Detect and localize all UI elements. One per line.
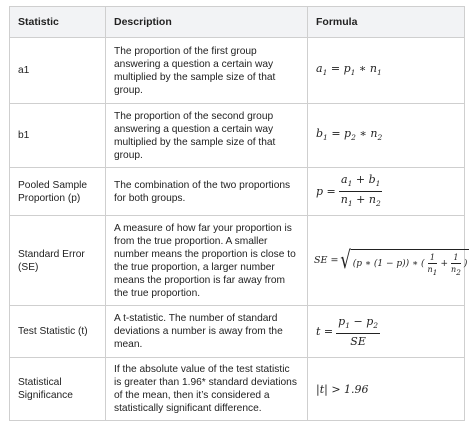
table-row xyxy=(10,357,464,420)
formula-cell xyxy=(308,216,468,305)
statistics-table xyxy=(9,6,468,421)
table-row xyxy=(10,167,464,215)
header-formula: Formula xyxy=(316,15,358,28)
statistic-cell: b1 xyxy=(10,104,106,167)
formula-se: SE = √ (p ∗ (1 − p)) ∗ ( $\frac{1}{n_1}$ + $\frac{1}{n_2}$ ) xyxy=(314,245,468,277)
description-cell: The proportion of the first group answering a question a certain way multiplied by the sample size of that group. xyxy=(106,38,308,103)
description-cell: The proportion of the second group answering a question a certain way multiplied by the sample size of that group. xyxy=(106,104,308,167)
statistic-cell: Statistical Significance xyxy=(10,358,106,420)
formula-a1: $a_1 = p_1$ ∗ $n_1$ xyxy=(316,62,382,77)
table-row xyxy=(10,215,468,305)
formula-significance: |t| > 1.96 xyxy=(316,382,369,396)
header-description: Description xyxy=(106,7,308,37)
formula-pooled: p = $\frac{a_1 + b_1}{n_1 + n_2}$ xyxy=(316,173,381,208)
table-row xyxy=(10,103,464,167)
statistic-cell: Test Statistic (t) xyxy=(10,306,106,357)
formula-b1: $b_1 = p_2$ ∗ $n_2$ xyxy=(316,127,383,142)
header-statistic: Statistic xyxy=(10,7,106,37)
description-cell: The combination of the two proportions for both groups. xyxy=(106,168,308,215)
table-header-row xyxy=(10,7,464,37)
table-row xyxy=(10,37,464,103)
formula-cell xyxy=(308,38,464,103)
formula-cell xyxy=(308,306,464,357)
description-cell: A t-statistic. The number of standard deviations a number is away from the mean. xyxy=(106,306,308,357)
table-row xyxy=(10,305,464,357)
description-cell: A measure of how far your proportion is from the true proportion. A smaller number means the proportion is close to the true proportion, a larger number means the proportion is far away from the true proportion. xyxy=(106,216,308,305)
description-cell: If the absolute value of the test statistic is greater than 1.96* standard deviations of the mean, then it’s considered a statistically significant difference. xyxy=(106,358,308,420)
statistic-cell: Pooled Sample Proportion (p) xyxy=(10,168,106,215)
formula-cell xyxy=(308,168,464,215)
statistic-cell: Standard Error (SE) xyxy=(10,216,106,305)
formula-cell xyxy=(308,104,464,167)
statistic-cell: a1 xyxy=(10,38,106,103)
formula-cell xyxy=(308,358,464,420)
formula-t: t = $\frac{p_1 - p_2}{SE}$ xyxy=(316,315,379,348)
